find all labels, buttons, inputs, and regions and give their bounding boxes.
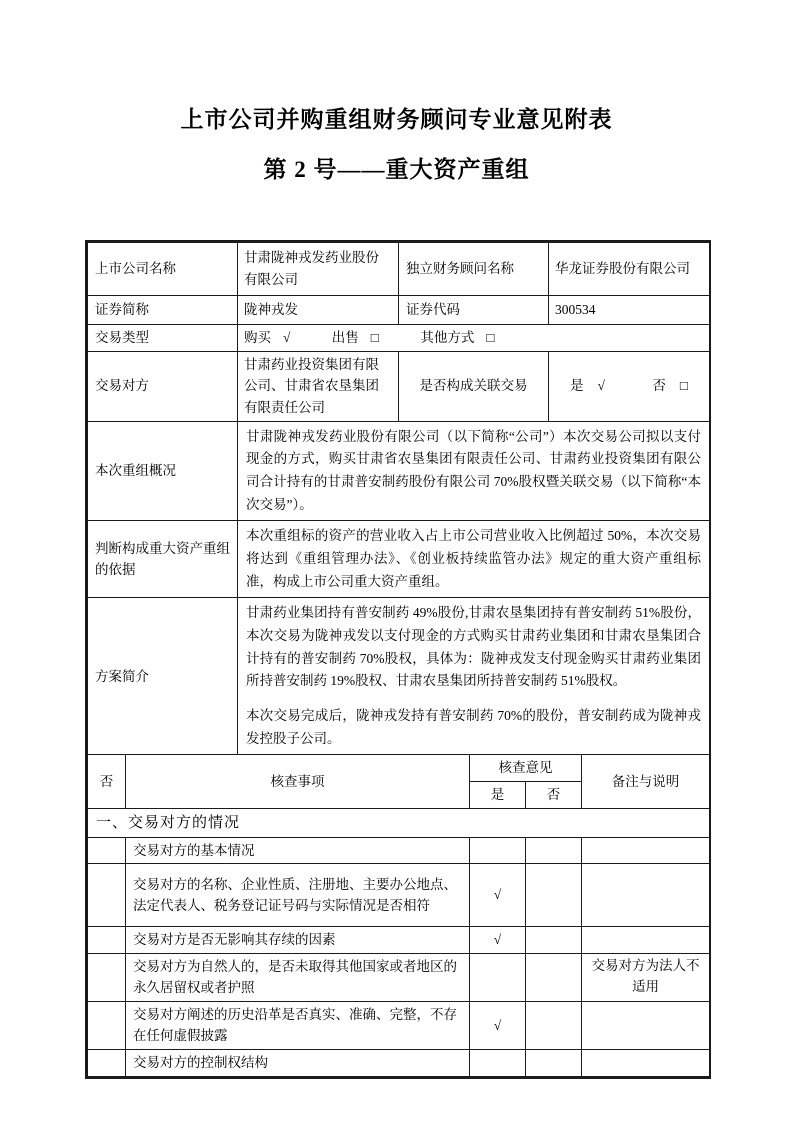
- related-option-yes-label: 是: [570, 378, 584, 394]
- related-transaction-label: 是否构成关联交易: [399, 351, 549, 421]
- row-remark: [582, 1050, 710, 1077]
- overview-label: 本次重组概况: [88, 421, 238, 521]
- type-option-sell: [332, 327, 379, 349]
- checklist-row: [88, 927, 710, 954]
- plan-value: [238, 598, 710, 755]
- document-title: 上市公司并购重组财务顾问专业意见附表: [180, 107, 613, 132]
- checkmark-icon: √: [283, 330, 291, 345]
- row-item: 交易对方为自然人的，是否未取得其他国家或者地区的永久居留权或者护照: [126, 953, 470, 1001]
- table-row: [88, 296, 710, 325]
- checklist-row: [88, 837, 710, 864]
- table-row: [88, 421, 710, 521]
- type-option-other: [420, 327, 494, 349]
- column-header-opinion: 核查意见: [470, 755, 582, 782]
- row-item: 交易对方的名称、企业性质、注册地、主要办公地点、法定代表人、税务登记证号码与实际情况是否相符: [126, 864, 470, 927]
- related-option-no: [652, 375, 688, 397]
- related-transaction-options: [549, 351, 710, 421]
- row-remark: [582, 1001, 710, 1049]
- checkbox-empty-icon: □: [370, 330, 379, 345]
- checkbox-empty-icon: □: [486, 330, 495, 345]
- plan-paragraph-2: 本次交易完成后，陇神戎发持有普安制药 70%的股份，普安制药成为陇神戎发控股子公司。: [246, 707, 701, 746]
- type-option-buy-label: 购买: [244, 330, 271, 345]
- advisor-name-value: 华龙证券股份有限公司: [549, 243, 710, 296]
- row-no-mark: [526, 864, 582, 927]
- main-table: [85, 240, 711, 1079]
- section-header-row: [88, 808, 710, 837]
- row-no: [88, 927, 126, 954]
- row-no-mark: [526, 1050, 582, 1077]
- table-row: [88, 351, 710, 421]
- checkbox-empty-icon: □: [679, 378, 688, 394]
- checklist-row: [88, 953, 710, 1001]
- ticker-code-label: 证券代码: [399, 296, 549, 325]
- column-header-no: 否: [88, 755, 126, 808]
- related-option-yes: [570, 375, 605, 397]
- checklist-table: [87, 754, 710, 1076]
- info-table: [87, 242, 710, 755]
- row-no: [88, 1001, 126, 1049]
- row-no: [88, 1050, 126, 1077]
- row-no: [88, 953, 126, 1001]
- plan-label: 方案简介: [88, 598, 238, 755]
- basis-value: 本次重组标的资产的营业收入占上市公司营业收入比例超过 50%，本次交易将达到《重组管理办法》、《创业板持续监管办法》规定的重大资产重组标准，构成上市公司重大资产重组。: [238, 521, 710, 598]
- row-yes-mark: √: [470, 1001, 526, 1049]
- company-name-label: 上市公司名称: [88, 243, 238, 296]
- counterparty-value: 甘肃药业投资集团有限公司、甘肃省农垦集团有限责任公司: [238, 351, 399, 421]
- ticker-short-value: 陇神戎发: [238, 296, 399, 325]
- checklist-row: [88, 1050, 710, 1077]
- row-no-mark: [526, 953, 582, 1001]
- row-no-mark: [526, 1001, 582, 1049]
- row-item: 交易对方的控制权结构: [126, 1050, 470, 1077]
- column-header-no-option: 否: [526, 781, 582, 808]
- transaction-type-options: [238, 325, 710, 352]
- row-item: 交易对方的基本情况: [126, 837, 470, 864]
- row-no-mark: [526, 837, 582, 864]
- checklist-row: [88, 864, 710, 927]
- table-row: [88, 598, 710, 755]
- advisor-name-label: 独立财务顾问名称: [399, 243, 549, 296]
- row-yes-mark: √: [470, 864, 526, 927]
- column-header-yes: 是: [470, 781, 526, 808]
- row-item: 交易对方是否无影响其存续的因素: [126, 927, 470, 954]
- row-yes-mark: [470, 953, 526, 1001]
- type-option-sell-label: 出售: [331, 330, 359, 345]
- row-remark: [582, 864, 710, 927]
- column-header-remark: 备注与说明: [582, 755, 710, 808]
- counterparty-label: 交易对方: [88, 351, 238, 421]
- row-no: [88, 837, 126, 864]
- ticker-code-value: 300534: [549, 296, 710, 325]
- checklist-row: [88, 1001, 710, 1049]
- row-item: 交易对方阐述的历史沿革是否真实、准确、完整，不存在任何虚假披露: [126, 1001, 470, 1049]
- table-row: [88, 325, 710, 352]
- company-name-value: 甘肃陇神戎发药业股份有限公司: [238, 243, 399, 296]
- ticker-short-label: 证券简称: [88, 296, 238, 325]
- column-header-item: 核查事项: [126, 755, 470, 808]
- row-remark: [582, 837, 710, 864]
- row-yes-mark: [470, 1050, 526, 1077]
- basis-label: 判断构成重大资产重组的依据: [88, 521, 238, 598]
- plan-paragraph-1: 甘肃药业集团持有普安制药 49%股份,甘肃农垦集团持有普安制药 51%股份，本次交易为陇神戎发以支付现金的方式购买甘肃药业集团和甘肃农垦集团合计持有的普安制药 70%股权，具体为：陇神戎发支付现金购买甘肃药业集团所持普安制药 19%股权、甘肃农垦集团所持普安制药 51%股权。: [246, 605, 701, 689]
- table-row: [88, 243, 710, 296]
- checkmark-icon: √: [597, 378, 605, 394]
- row-yes-mark: [470, 837, 526, 864]
- document-subtitle: 第 2 号——重大资产重组: [263, 157, 530, 182]
- related-option-no-label: 否: [652, 378, 666, 394]
- type-option-buy: [244, 327, 290, 349]
- row-remark: [582, 927, 710, 954]
- row-remark: 交易对方为法人不适用: [582, 953, 710, 1001]
- row-no: [88, 864, 126, 927]
- checklist-header-row: [88, 755, 710, 782]
- section-1-title: 一、交易对方的情况: [88, 808, 710, 837]
- overview-value: 甘肃陇神戎发药业股份有限公司（以下简称“公司”）本次交易公司拟以支付现金的方式，购买甘肃省农垦集团有限责任公司、甘肃药业投资集团有限公司合计持有的甘肃普安制药股份有限公司 70%股权暨关联交易（以下简称“本次交易”）。: [238, 421, 710, 521]
- row-yes-mark: √: [470, 927, 526, 954]
- transaction-type-label: 交易类型: [88, 325, 238, 352]
- row-no-mark: [526, 927, 582, 954]
- table-row: [88, 521, 710, 598]
- type-option-other-label: 其他方式: [420, 330, 475, 345]
